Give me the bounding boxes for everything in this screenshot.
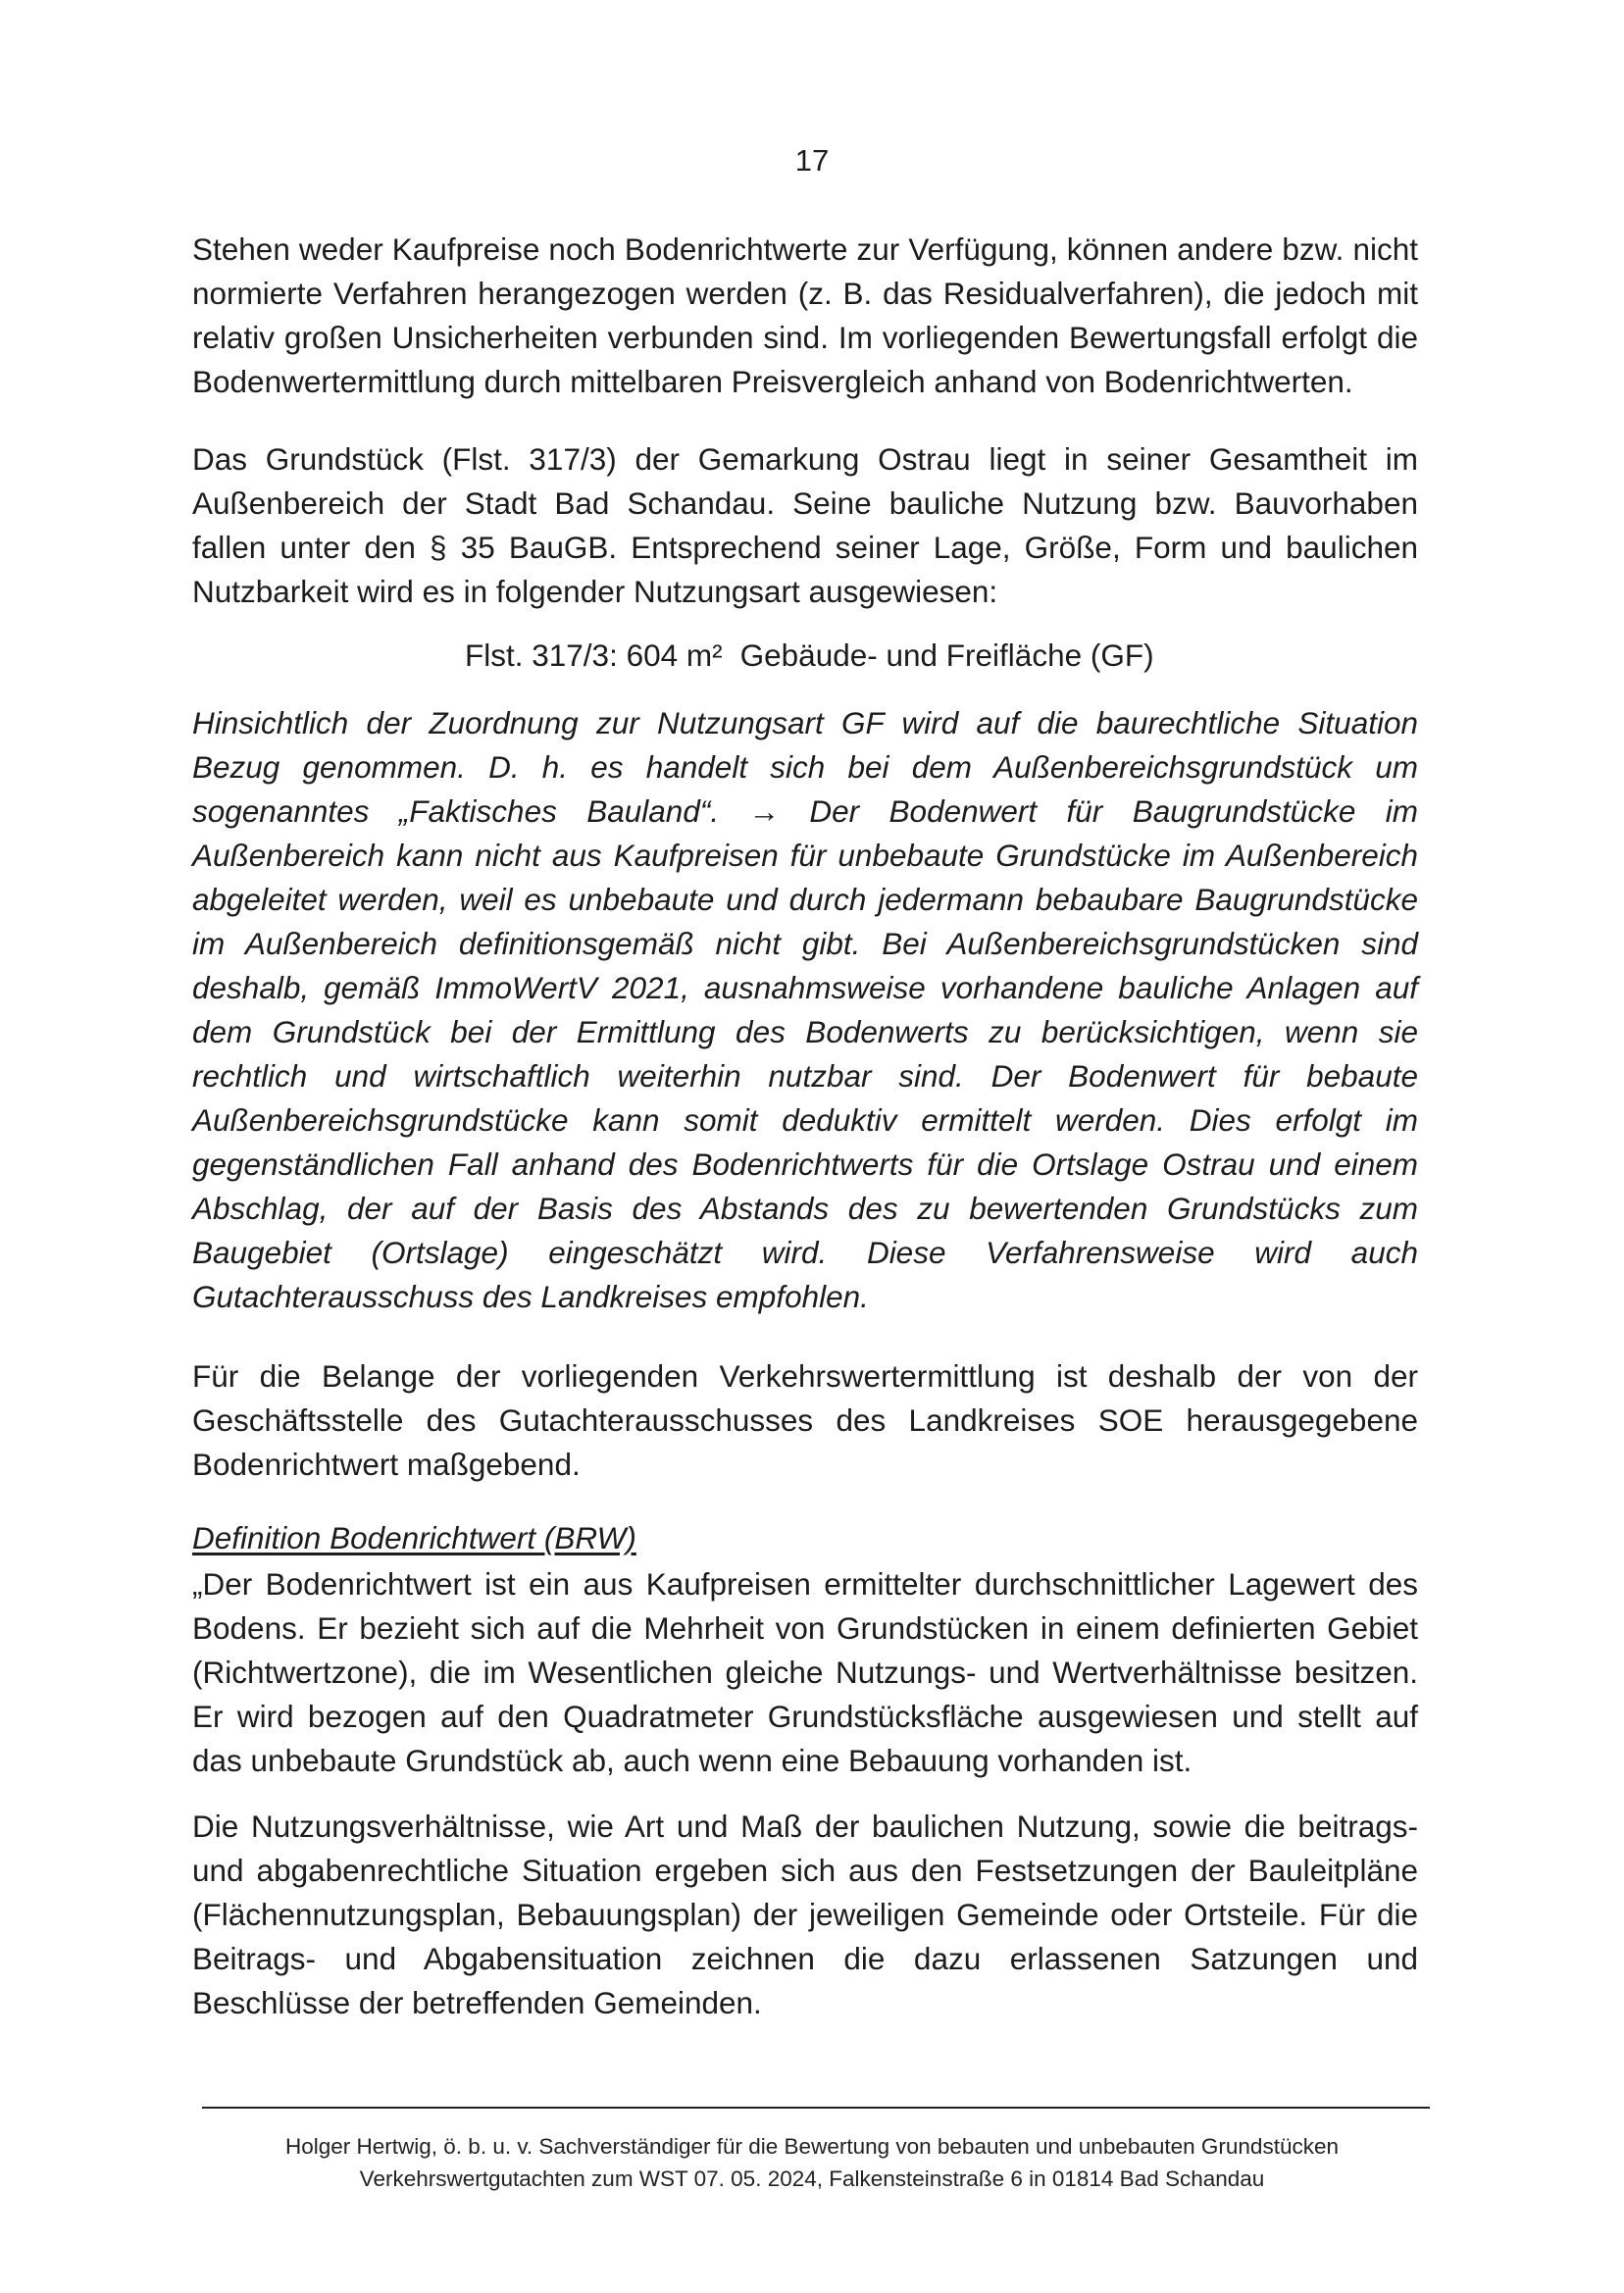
section-heading-brw-definition: Definition Bodenrichtwert (BRW) (192, 1520, 636, 1555)
paragraph-property-location: Das Grundstück (Flst. 317/3) der Gemarkung Ostrau liegt in seiner Gesamtheit im Außenbereich der Stadt Bad Schandau. Seine bauliche Nutzung bzw. Bauvorhaben fallen unter den § 35 BauGB. Entsprechend seiner Lage, Größe, Form und baulichen Nutzbarkeit wird es in folgender Nutzungsart ausgewiesen: (192, 441, 1418, 609)
paragraph-bodenrichtwert-relevance: Für die Belange der vorliegenden Verkehrswertermittlung ist deshalb der von der Geschäftsstelle des Gutachterausschusses des Landkreises SOE herausgegebene Bodenrichtwert maßgebend. (192, 1358, 1418, 1482)
paragraph-valuation-methods: Stehen weder Kaufpreise noch Bodenrichtwerte zur Verfügung, können andere bzw. nicht normierte Verfahren herangezogen werden (z. B. das Residualverfahren), die jedoch mit relativ großen Unsicherheiten verbunden sind. Im vorliegenden Bewertungsfall erfolgt die Bodenwertermittlung durch mittelbaren Preisvergleich anhand von Bodenrichtwerten. (192, 231, 1418, 399)
document-body (192, 228, 1418, 2059)
paragraph-brw-definition: „Der Bodenrichtwert ist ein aus Kaufpreisen ermittelter durchschnittlicher Lagewert des Bodens. Er bezieht sich auf die Mehrheit von Grundstücken in einem definierten Gebiet (Richtwertzone), die im Wesentlichen gleiche Nutzungs- und Wertverhältnisse besitzen. Er wird bezogen auf den Quadratmeter Grundstücksfläche ausgewiesen und stellt auf das unbebaute Grundstück ab, auch wenn eine Bebauung vorhanden ist. (192, 1566, 1418, 1778)
parcel-label: Flst. 317/3: (465, 637, 618, 673)
footer-line-author: Holger Hertwig, ö. b. u. v. Sachverständiger für die Bewertung von bebauten und unbebauten Grundstücken (284, 2134, 1339, 2159)
footer-line-report: Verkehrswertgutachten zum WST 07. 05. 2024, Falkensteinstraße 6 in 01814 Bad Schandau (359, 2166, 1265, 2191)
parcel-usage-line (192, 634, 1418, 678)
page-footer (0, 2130, 1624, 2195)
page-number: 17 (794, 143, 830, 178)
parcel-area: 604 m² (626, 637, 723, 673)
paragraph-usage-conditions: Die Nutzungsverhältnisse, wie Art und Maß der baulichen Nutzung, sowie die beitrags- und abgabenrechtliche Situation ergeben sich aus den Festsetzungen der Bauleitpläne (Flächennutzungsplan, Bebauungsplan) der jeweiligen Gemeinde oder Ortsteile. Für die Beitrags- und Abgabensituation zeichnen die dazu erlassenen Satzungen und Beschlüsse der betreffenden Gemeinden. (192, 1809, 1418, 2020)
paragraph-faktisches-bauland: Hinsichtlich der Zuordnung zur Nutzungsart GF wird auf die baurechtliche Situation Bezug genommen. D. h. es handelt sich bei dem Außenbereichsgrundstück um sogenanntes „Faktisches Bauland“. → Der Bodenwert für Baugrundstücke im Außenbereich kann nicht aus Kaufpreisen für unbebaute Grundstücke im Außenbereich abgeleitet werden, weil es unbebaute und durch jedermann bebaubare Baugrundstücke im Außenbereich definitionsgemäß nicht gibt. Bei Außenbereichsgrundstücken sind deshalb, gemäß ImmoWertV 2021, ausnahmsweise vorhandene bauliche Anlagen auf dem Grundstück bei der Ermittlung des Bodenwerts zu berücksichtigen, wenn sie rechtlich und wirtschaftlich weiterhin nutzbar sind. Der Bodenwert für bebaute Außenbereichsgrundstücke kann somit deduktiv ermittelt werden. Dies erfolgt im gegenständlichen Fall anhand des Bodenrichtwerts für die Ortslage Ostrau und einem Abschlag, der auf der Basis des Abstands des zu bewertenden Grundstücks zum Baugebiet (Ortslage) eingeschätzt wird. Diese Verfahrensweise wird auch Gutachterausschuss des Landkreises empfohlen. (192, 705, 1418, 1314)
parcel-use: Gebäude- und Freifläche (GF) (739, 637, 1154, 673)
footer-divider (202, 2107, 1430, 2109)
